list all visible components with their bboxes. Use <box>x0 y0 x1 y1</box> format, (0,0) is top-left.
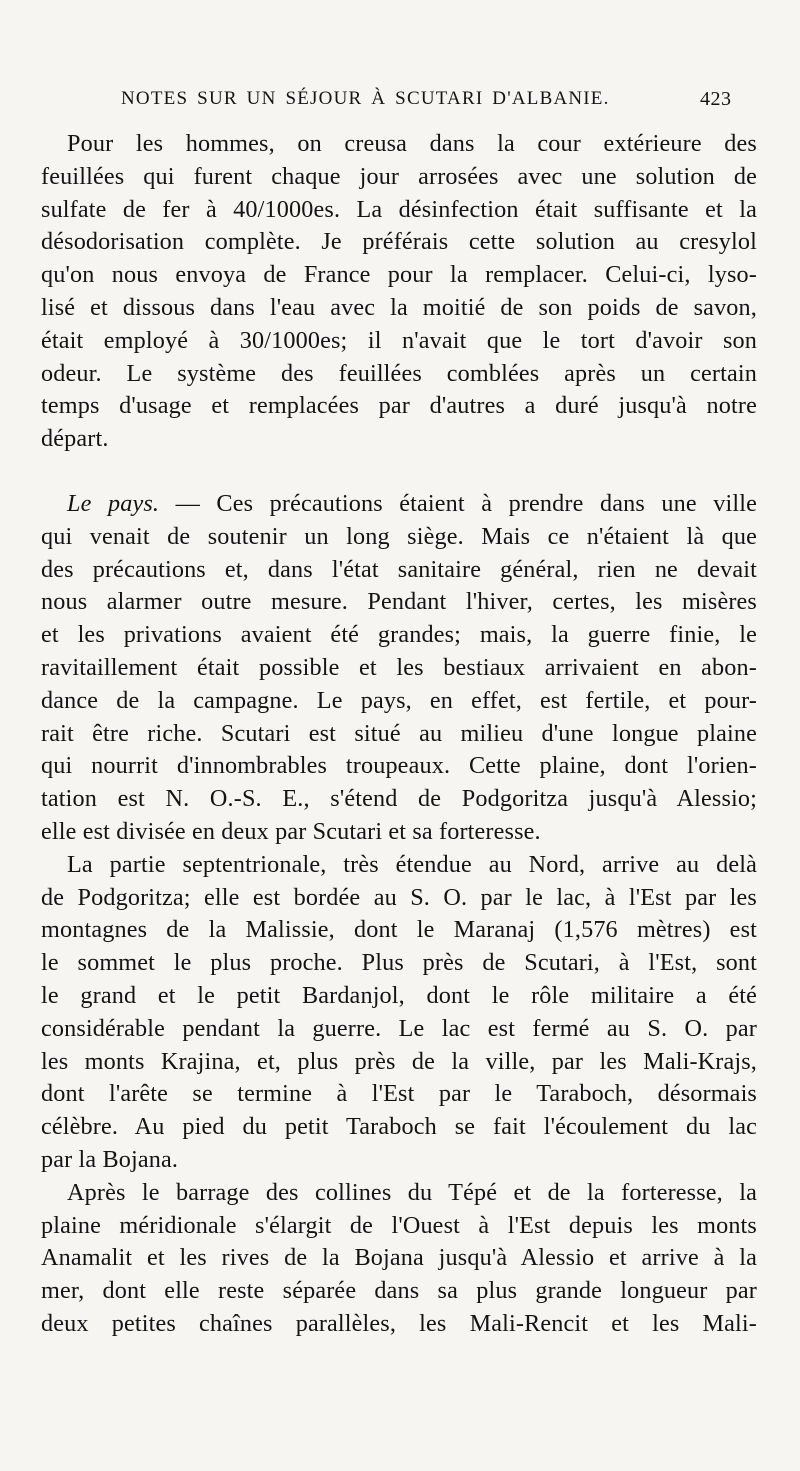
text-line: rait être riche. Scutari est situé au milieu d'une longue plaine <box>41 719 757 747</box>
body-text <box>41 128 757 1341</box>
text-line: qui venait de soutenir un long siège. Mais ce n'étaient là que <box>41 522 757 550</box>
text-line: odeur. Le système des feuillées comblées après un certain <box>41 359 757 387</box>
text-line: désodorisation complète. Je préférais cette solution au cresylol <box>41 228 757 256</box>
text-line: les monts Krajina, et, plus près de la ville, par les Mali-Krajs, <box>41 1047 757 1075</box>
running-head <box>0 88 800 118</box>
text-line: considérable pendant la guerre. Le lac est fermé au S. O. par <box>41 1014 757 1042</box>
text-line: ravitaillement était possible et les bestiaux arrivaient en abon- <box>41 653 757 681</box>
text-line: célèbre. Au pied du petit Taraboch se fait l'écoulement du lac <box>41 1113 757 1141</box>
text-line: nous alarmer outre mesure. Pendant l'hiver, certes, les misères <box>41 588 757 616</box>
text-line: de Podgoritza; elle est bordée au S. O. par le lac, à l'Est par les <box>41 883 757 911</box>
text-line: le grand et le petit Bardanjol, dont le rôle militaire a été <box>41 981 757 1009</box>
text-line: lisé et dissous dans l'eau avec la moitié de son poids de savon, <box>41 293 757 321</box>
text-line: dance de la campagne. Le pays, en effet, est fertile, et pour- <box>41 686 757 714</box>
text-line: sulfate de fer à 40/1000es. La désinfection était suffisante et la <box>41 195 757 223</box>
text-line: plaine méridionale s'élargit de l'Ouest à l'Est depuis les monts <box>41 1211 757 1239</box>
text-line: et les privations avaient été grandes; mais, la guerre finie, le <box>41 621 757 649</box>
text-line: Anamalit et les rives de la Bojana jusqu'à Alessio et arrive à la <box>41 1244 757 1272</box>
page-number: 423 <box>700 88 732 110</box>
text-line: Pour les hommes, on creusa dans la cour extérieure des <box>67 130 757 157</box>
text-line: La partie septentrionale, très étendue au Nord, arrive au delà <box>67 850 757 878</box>
paragraph-disinfection <box>41 128 757 456</box>
text-line: départ. <box>41 425 109 453</box>
text-line: mer, dont elle reste séparée dans sa plus grande longueur par <box>41 1277 757 1305</box>
text-line: deux petites chaînes parallèles, les Mali-Rencit et les Mali- <box>41 1309 757 1337</box>
text-line: temps d'usage et remplacées par d'autres a duré jusqu'à notre <box>41 392 757 420</box>
text-line: tation est N. O.-S. E., s'étend de Podgoritza jusqu'à Alessio; <box>41 785 757 813</box>
text-line: dont l'arête se termine à l'Est par le Taraboch, désormais <box>41 1080 757 1108</box>
section-lead: Le pays. <box>67 489 160 517</box>
text-line: qui nourrit d'innombrables troupeaux. Cette plaine, dont l'orien- <box>41 752 757 780</box>
text-line: des précautions et, dans l'état sanitaire général, rien ne devait <box>41 555 757 583</box>
paragraph-plaine-meridionale <box>41 1177 757 1341</box>
text-line: feuillées qui furent chaque jour arrosées avec une solution de <box>41 162 757 190</box>
text-line: — Ces précautions étaient à prendre dans une ville <box>159 489 757 517</box>
text-line: montagnes de la Malissie, dont le Maranaj (1,576 mètres) est <box>41 916 757 944</box>
text-line: était employé à 30/1000es; il n'avait que le tort d'avoir son <box>41 326 757 354</box>
text-line: le sommet le plus proche. Plus près de Scutari, à l'Est, sont <box>41 949 757 977</box>
text-line: elle est divisée en deux par Scutari et sa forteresse. <box>41 817 541 845</box>
running-title: NOTES SUR UN SÉJOUR À SCUTARI D'ALBANIE. <box>121 88 610 109</box>
text-line: Après le barrage des collines du Tépé et de la forteresse, la <box>67 1178 757 1206</box>
paragraph-le-pays <box>41 488 757 849</box>
text-line: qu'on nous envoya de France pour la remplacer. Celui-ci, lyso- <box>41 261 757 289</box>
text-line: par la Bojana. <box>41 1145 179 1173</box>
paragraph-partie-septentrionale <box>41 849 757 1177</box>
text-line-with-lead <box>41 488 757 521</box>
section-gap <box>41 456 757 488</box>
